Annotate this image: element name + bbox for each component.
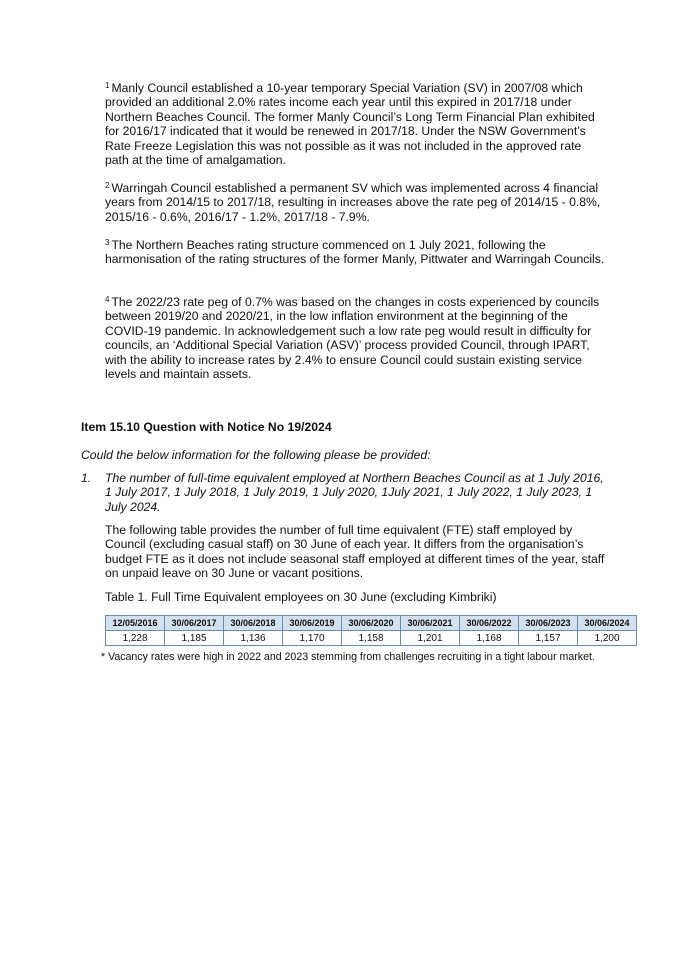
table-cell: 1,136 [224,631,283,646]
table-cell: 1,157 [519,631,578,646]
table-header-cell: 30/06/2019 [283,616,342,631]
footnote-text: The 2022/23 rate peg of 0.7% was based on the changes in costs experienced by councils between 2019/20 and 2020/21, in the low inflation environment at the beginning of the COVID-19 pandemic. In acknowledgement such a low rate peg would result in difficulty for councils, an ‘Additional Special Variation (ASV)’ process provided Council, through IPART, with the ability to increase rates by 2.4% to ensure Council could sustain existing service levels and maintain assets. [105,295,600,382]
table-note: * Vacancy rates were high in 2022 and 2023 stemming from challenges recruiting in a tight labour market. [101,651,595,663]
question-text: The number of full-time equivalent employed at Northern Beaches Council as at 1 July 2016, 1 July 2017, 1 July 2018, 1 July 2019, 1 July 2020, 1July 2021, 1 July 2022, 1 July 2023, 1 July 2024. [105,471,604,514]
footnote-number: 4 [105,295,110,304]
table-header-cell: 30/06/2022 [460,616,519,631]
table-cell: 1,170 [283,631,342,646]
table-cell: 1,228 [106,631,165,646]
table-row [106,631,637,646]
answer-text: The following table provides the number of full time equivalent (FTE) staff employed by Council (excluding casual staff) on 30 June of each year. It differs from the organisation’s budget FTE as it does not include seasonal staff employed at different times of the year, staff on unpaid leave on 30 June or vacant positions. [105,523,605,581]
item-intro: Could the below information for the following please be provided: [81,448,431,462]
question-number: 1. [81,471,92,485]
footnote-number: 3 [105,238,110,247]
table-header-row [106,616,637,631]
table-header-cell: 30/06/2018 [224,616,283,631]
table-cell: 1,168 [460,631,519,646]
footnote-1 [105,81,605,167]
table-caption: Table 1. Full Time Equivalent employees on 30 June (excluding Kimbriki) [105,590,497,604]
table-cell: 1,201 [401,631,460,646]
footnote-number: 1 [105,81,110,90]
item-heading: Item 15.10 Question with Notice No 19/2024 [81,420,332,434]
footnote-text: The Northern Beaches rating structure commenced on 1 July 2021, following the harmonisation of the rating structures of the former Manly, Pittwater and Warringah Councils. [105,238,605,267]
table-cell: 1,200 [578,631,637,646]
table-header-cell: 30/06/2021 [401,616,460,631]
footnote-text: Warringah Council established a permanent SV which was implemented across 4 financial years from 2014/15 to 2017/18, resulting in increases above the rate peg of 2014/15 - 0.8%, 2015/16 - 0.6%, 2016/17 - 1.2%, 2017/18 - 7.9%. [105,181,601,224]
footnote-number: 2 [105,181,110,190]
footnote-4 [105,295,605,381]
table-header-cell: 30/06/2020 [342,616,401,631]
table-header-cell: 30/06/2023 [519,616,578,631]
table-cell: 1,185 [165,631,224,646]
table-header-cell: 30/06/2024 [578,616,637,631]
table-header-cell: 30/06/2017 [165,616,224,631]
table-cell: 1,158 [342,631,401,646]
footnote-3 [105,238,605,267]
footnote-2 [105,181,605,224]
footnote-text: Manly Council established a 10-year temporary Special Variation (SV) in 2007/08 which provided an additional 2.0% rates income each year until this expired in 2017/18 under Northern Beaches Council. The former Manly Council’s Long Term Financial Plan exhibited for 2016/17 indicated that it would be renewed in 2017/18. Under the NSW Government’s Rate Freeze Legislation this was not possible as it was not included in the approved rate path at the time of amalgamation. [105,81,595,168]
fte-table [105,615,637,646]
table-header-cell: 12/05/2016 [106,616,165,631]
